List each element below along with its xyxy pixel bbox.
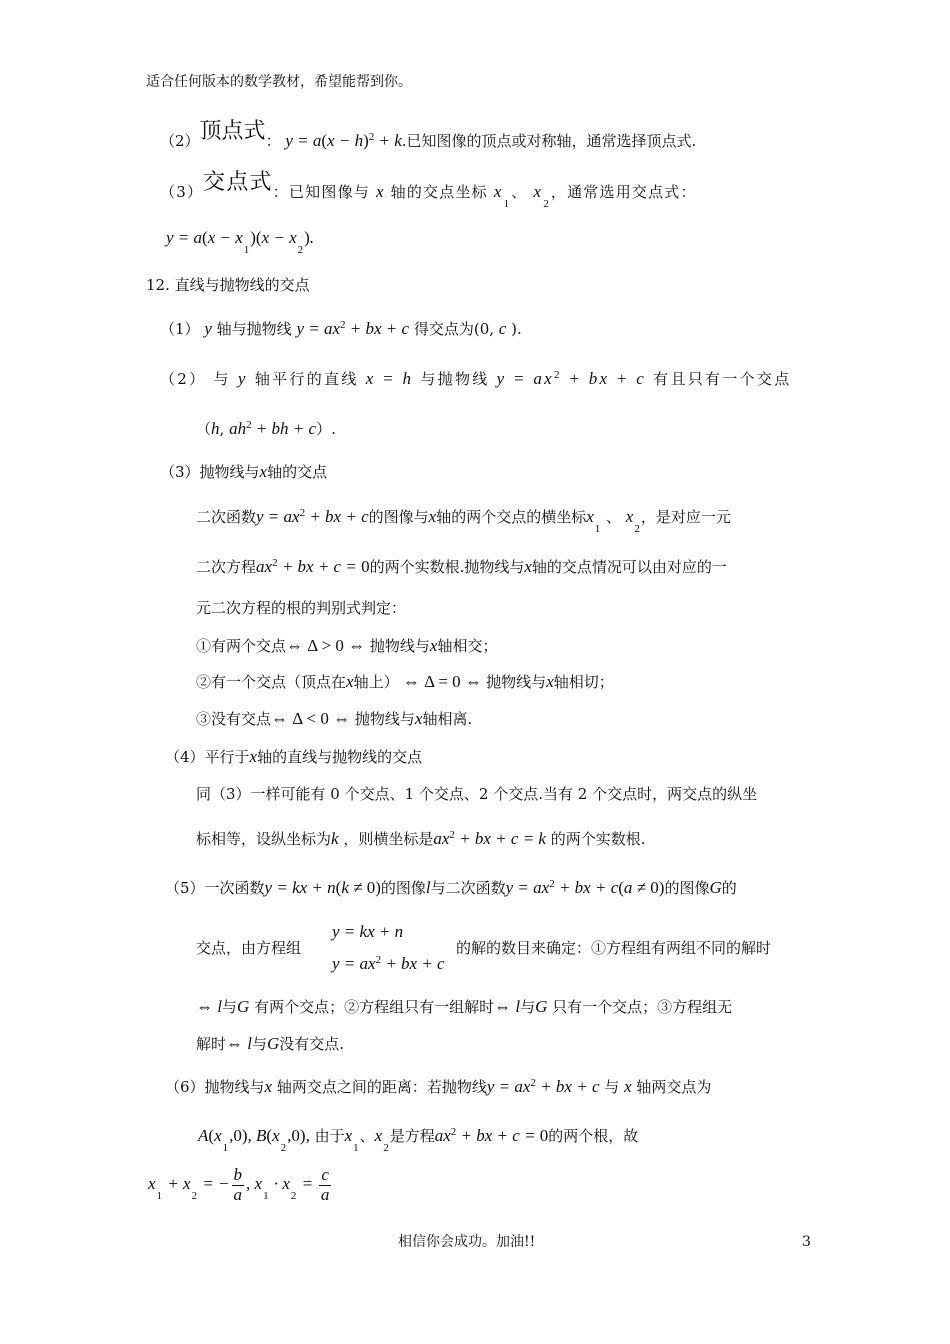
text: （5）一次函数 (165, 879, 265, 897)
text: 有且只有一个交点 (653, 370, 792, 388)
text: 轴相切； (553, 673, 614, 691)
text: ，通常选用交点式： (550, 183, 697, 201)
formula: $y = a(x - h)^2 + k$ (285, 131, 402, 150)
text: 轴的交点坐标 (390, 183, 488, 201)
text: 轴相交； (437, 637, 498, 655)
point-4-line-1: 同（3）一样可能有 0 个交点、1 个交点、2 个交点.当有 2 个交点时，两交点的纵坐 (196, 785, 758, 803)
vieta-formula: $x_1 + x_2$ = − $\frac{b}{a}$ , $x_1 \cdot x_2$ = $\frac{c}{a}$ (148, 1165, 330, 1204)
text: 是方程 (389, 1127, 435, 1145)
intercept-form-title: 交点式 (203, 170, 273, 195)
text: 抛物线与 (369, 637, 430, 655)
text: 抛物线与 (486, 673, 547, 691)
text: 轴相离. (422, 710, 473, 728)
text: 与 (252, 1035, 268, 1053)
point-6-line-2: $A(x_1,0)$, $B(x_2,0)$, 由于$x_1$、$x_2$是方程$ax^2$ + bx + c = 0的两个根，故 (198, 1126, 639, 1154)
point-3-line-3: 元二次方程的根的判别式判定： (196, 599, 407, 617)
text: 的图像 (664, 879, 710, 897)
system-eq-1: y = kx + n (332, 922, 404, 941)
text: 的 (721, 879, 737, 897)
text: （4）平行于 (165, 748, 250, 766)
point-3-line-2: 二次方程$ax^2$ + bx + c = 0的两个实数根.抛物线与x轴的交点情况可以由对应的一 (196, 557, 727, 576)
text: 轴两交点之间的距离：若抛物线 (276, 1078, 487, 1096)
text: ③没有交点 (196, 710, 272, 728)
text: 解时 (196, 1035, 227, 1053)
item-number: （2） (160, 132, 200, 150)
text: ①有两个交点 (196, 637, 287, 655)
vertex-form-line: （2）顶点式： $y = a(x - h)^2 + k$.已知图像的顶点或对称轴，通常选择顶点式. (160, 119, 697, 150)
case-1: ①有两个交点⇔ Δ > 0 ⇔ 抛物线与x轴相交； (196, 636, 498, 655)
point-5-line-3: ⇔ l与G 有两个交点；②方程组只有一组解时⇔ l与G 只有一个交点；③方程组无 (196, 997, 733, 1016)
text: ：已知图像与 (272, 183, 370, 201)
intercept-formula: $y = a(x - x_1)(x - x_2)$. (166, 228, 315, 256)
vertex-form-desc: .已知图像的顶点或对称轴，通常选择顶点式. (401, 132, 697, 150)
text: ，则横坐标是 (343, 830, 434, 848)
text: 的图像与 (368, 508, 429, 526)
item-number: （1） (160, 320, 200, 338)
text: 二次方程 (196, 558, 257, 576)
text: 与抛物线 (420, 370, 490, 388)
text: 、 (359, 1127, 375, 1145)
text: ，是对应一元 (640, 508, 731, 526)
page-header: 适合任何版本的数学教材，希望能帮到你。 (146, 74, 412, 90)
page-footer: 相信你会成功。加油!! (398, 1234, 536, 1250)
text: （3）抛物线与 (160, 463, 260, 481)
text: 轴的直线与抛物线的交点 (257, 748, 423, 766)
text: 与 (221, 998, 237, 1016)
text: （6）抛物线与 (165, 1078, 265, 1096)
case-3: ③没有交点⇔ Δ < 0 ⇔ 抛物线与x轴相离. (196, 709, 473, 728)
point-2-coord: （h, $ah^2$ + bh + c）. (196, 419, 336, 438)
point-5-line-2a: 交点，由方程组 (196, 939, 302, 957)
text: 轴上） (353, 673, 399, 691)
point-2: （2） 与 y 轴平行的直线 x = h 与抛物线 $y = ax^2$ + bx + c 有且只有一个交点 (160, 369, 792, 388)
point-5-line-2b: 的解的数目来确定：①方程组有两组不同的解时 (456, 939, 772, 957)
text: 轴两交点为 (636, 1078, 712, 1096)
point-6: （6）抛物线与x 轴两交点之间的距离：若抛物线$y = ax^2$ + bx + c 与 x 轴两交点为 (165, 1077, 712, 1096)
page-number: 3 (802, 1234, 811, 1250)
text: 轴的两个交点的横坐标 (436, 508, 587, 526)
text: 与 (213, 370, 231, 388)
text: 与 (520, 998, 536, 1016)
item-number: （2） (160, 370, 207, 388)
text: 的两个根，故 (548, 1127, 639, 1145)
text: 与 (604, 1078, 620, 1096)
text: 轴与抛物线 (216, 320, 292, 338)
text: 二次函数 (196, 508, 257, 526)
text: 的两个实数根. (550, 830, 646, 848)
intercept-form-line: （3）交点式：已知图像与 x 轴的交点坐标 $x_1$、 $x_2$，通常选用交点式： (160, 170, 697, 210)
text: ). (511, 320, 522, 338)
point-4-line-2: 标相等，设纵坐标为k ，则横坐标是$ax^2$ + bx + c = k 的两个实数根. (196, 829, 646, 848)
text: 得交点为(0, (413, 320, 495, 338)
case-2: ②有一个交点（顶点在x轴上） ⇔ Δ = 0 ⇔ 抛物线与x轴相切； (196, 672, 614, 691)
item-number: （3） (160, 183, 204, 201)
point-3-title: （3）抛物线与x轴的交点 (160, 462, 328, 481)
text: 由于 (314, 1127, 345, 1145)
text: 轴的交点 (267, 463, 328, 481)
text: 只有一个交点；③方程组无 (552, 998, 733, 1016)
point-5: （5）一次函数y = kx + n(k ≠ 0)的图像l与二次函数$y = ax^2$ + bx + c(a ≠ 0)的图像G的 (165, 878, 737, 897)
text: 的两个实数根.抛物线与 (369, 558, 525, 576)
text: 没有交点. (279, 1035, 345, 1053)
point-1: （1） y 轴与抛物线 $y = ax^2$ + bx + c 得交点为(0, c ). (160, 319, 522, 338)
system-eq-2: $y = ax^2$ + bx + c (332, 954, 445, 973)
point-3-line-1: 二次函数$y = ax^2$ + bx + c的图像与x轴的两个交点的横坐标$x_1$ 、 $x_2$，是对应一元 (196, 507, 731, 535)
text: ②有一个交点（顶点在 (196, 673, 347, 691)
text: 标相等，设纵坐标为 (196, 830, 332, 848)
text: 有两个交点；②方程组只有一组解时 (254, 998, 495, 1016)
vertex-form-title: 顶点式 (199, 119, 266, 144)
text: 轴平行的直线 (254, 370, 359, 388)
text: 与二次函数 (430, 879, 506, 897)
text: 轴的交点情况可以由对应的一 (531, 558, 727, 576)
text: 抛物线与 (354, 710, 415, 728)
section-title: 12. 直线与抛物线的交点 (146, 276, 310, 294)
point-4-title: （4）平行于x轴的直线与抛物线的交点 (165, 747, 423, 766)
text: 的图像 (380, 879, 426, 897)
point-5-line-4: 解时⇔ l与G没有交点. (196, 1034, 345, 1053)
